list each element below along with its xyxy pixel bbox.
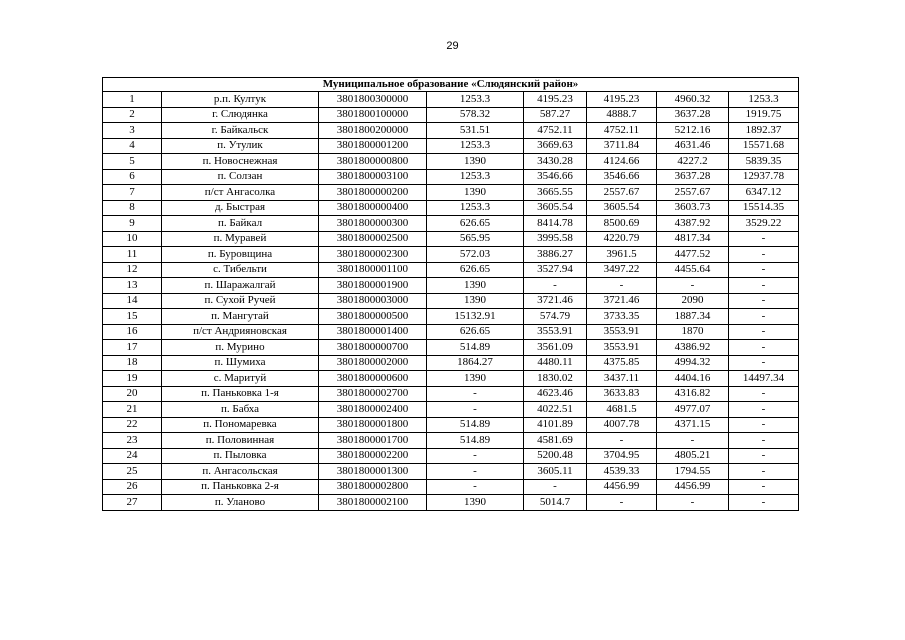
table-title-row — [103, 78, 799, 92]
cell-settlement-name: с. Маритуй — [162, 371, 319, 387]
cell-value-1: 1253.3 — [427, 138, 524, 154]
table-row — [103, 324, 799, 340]
cell-value-1: 514.89 — [427, 340, 524, 356]
cell-value-3: 4456.99 — [587, 479, 657, 495]
cell-value-1: - — [427, 402, 524, 418]
cell-value-1: 1390 — [427, 154, 524, 170]
cell-settlement-name: п. Байкал — [162, 216, 319, 232]
cell-oktmo-code: 3801800002100 — [319, 495, 427, 511]
cell-oktmo-code: 3801800002400 — [319, 402, 427, 418]
cell-value-2: - — [524, 479, 587, 495]
cell-value-4: 4316.82 — [657, 386, 729, 402]
cell-row-index: 6 — [103, 169, 162, 185]
cell-value-1: 514.89 — [427, 433, 524, 449]
cell-value-1: 531.51 — [427, 123, 524, 139]
cell-value-5: 5839.35 — [729, 154, 799, 170]
cell-value-4: 2090 — [657, 293, 729, 309]
cell-row-index: 7 — [103, 185, 162, 201]
cell-row-index: 1 — [103, 92, 162, 108]
cell-value-3: 4375.85 — [587, 355, 657, 371]
cell-value-2: 3553.91 — [524, 324, 587, 340]
cell-row-index: 3 — [103, 123, 162, 139]
cell-value-5: - — [729, 417, 799, 433]
cell-value-2: 5200.48 — [524, 448, 587, 464]
cell-value-1: 626.65 — [427, 324, 524, 340]
table-row — [103, 154, 799, 170]
cell-settlement-name: п. Половинная — [162, 433, 319, 449]
cell-value-4: 4477.52 — [657, 247, 729, 263]
cell-row-index: 19 — [103, 371, 162, 387]
cell-oktmo-code: 3801800002700 — [319, 386, 427, 402]
cell-value-2: - — [524, 278, 587, 294]
cell-value-4: 5212.16 — [657, 123, 729, 139]
cell-value-3: 3704.95 — [587, 448, 657, 464]
cell-value-3: 3553.91 — [587, 324, 657, 340]
cell-oktmo-code: 3801800000600 — [319, 371, 427, 387]
cell-value-5: 3529.22 — [729, 216, 799, 232]
cell-settlement-name: п. Утулик — [162, 138, 319, 154]
cell-value-2: 4623.46 — [524, 386, 587, 402]
cell-oktmo-code: 3801800200000 — [319, 123, 427, 139]
cell-value-2: 3721.46 — [524, 293, 587, 309]
cell-oktmo-code: 3801800000200 — [319, 185, 427, 201]
cell-value-4: 3603.73 — [657, 200, 729, 216]
cell-settlement-name: п. Солзан — [162, 169, 319, 185]
cell-value-5: - — [729, 386, 799, 402]
cell-value-1: - — [427, 448, 524, 464]
page-number: 29 — [446, 40, 459, 52]
cell-value-5: 1892.37 — [729, 123, 799, 139]
cell-oktmo-code: 3801800003000 — [319, 293, 427, 309]
cell-settlement-name: д. Быстрая — [162, 200, 319, 216]
cell-value-1: 1390 — [427, 185, 524, 201]
cell-settlement-name: п. Новоснежная — [162, 154, 319, 170]
cell-value-1: 514.89 — [427, 417, 524, 433]
cell-value-5: - — [729, 464, 799, 480]
cell-row-index: 15 — [103, 309, 162, 325]
cell-value-3: 4539.33 — [587, 464, 657, 480]
table-title: Муниципальное образование «Слюдянский район» — [103, 78, 799, 92]
cell-row-index: 14 — [103, 293, 162, 309]
cell-value-1: - — [427, 479, 524, 495]
cell-row-index: 5 — [103, 154, 162, 170]
cell-value-1: 1253.3 — [427, 92, 524, 108]
cell-oktmo-code: 3801800002800 — [319, 479, 427, 495]
cell-value-2: 3546.66 — [524, 169, 587, 185]
cell-settlement-name: п. Паньковка 2-я — [162, 479, 319, 495]
cell-value-4: 4386.92 — [657, 340, 729, 356]
cell-value-2: 4752.11 — [524, 123, 587, 139]
cell-settlement-name: г. Байкальск — [162, 123, 319, 139]
cell-oktmo-code: 3801800002300 — [319, 247, 427, 263]
cell-value-2: 8414.78 — [524, 216, 587, 232]
cell-value-3: 4007.78 — [587, 417, 657, 433]
cell-value-4: 4960.32 — [657, 92, 729, 108]
cell-value-5: 15514.35 — [729, 200, 799, 216]
table-row — [103, 185, 799, 201]
cell-oktmo-code: 3801800002000 — [319, 355, 427, 371]
cell-value-3: 2557.67 — [587, 185, 657, 201]
table-row — [103, 386, 799, 402]
cell-value-1: 626.65 — [427, 216, 524, 232]
cell-settlement-name: п. Бабха — [162, 402, 319, 418]
cell-value-4: 4631.46 — [657, 138, 729, 154]
cell-settlement-name: п. Шумиха — [162, 355, 319, 371]
cell-value-3: 3721.46 — [587, 293, 657, 309]
cell-value-3: 8500.69 — [587, 216, 657, 232]
cell-value-2: 3995.58 — [524, 231, 587, 247]
table-row — [103, 495, 799, 511]
cell-row-index: 25 — [103, 464, 162, 480]
cell-oktmo-code: 3801800000700 — [319, 340, 427, 356]
table-row — [103, 433, 799, 449]
cell-value-1: 1253.3 — [427, 169, 524, 185]
cell-value-1: 1390 — [427, 293, 524, 309]
cell-settlement-name: п. Пыловка — [162, 448, 319, 464]
cell-value-3: 3711.84 — [587, 138, 657, 154]
cell-value-5: 12937.78 — [729, 169, 799, 185]
cell-settlement-name: п. Мангутай — [162, 309, 319, 325]
cell-value-4: 4977.07 — [657, 402, 729, 418]
cell-value-1: - — [427, 464, 524, 480]
table-row — [103, 417, 799, 433]
cell-oktmo-code: 3801800001100 — [319, 262, 427, 278]
cell-row-index: 23 — [103, 433, 162, 449]
cell-value-2: 4480.11 — [524, 355, 587, 371]
cell-value-4: 1794.55 — [657, 464, 729, 480]
table-row — [103, 309, 799, 325]
cell-value-5: - — [729, 448, 799, 464]
cell-value-3: 4124.66 — [587, 154, 657, 170]
cell-value-3: 3497.22 — [587, 262, 657, 278]
cell-value-2: 4195.23 — [524, 92, 587, 108]
table-row — [103, 262, 799, 278]
cell-row-index: 16 — [103, 324, 162, 340]
cell-value-1: 1864.27 — [427, 355, 524, 371]
cell-row-index: 11 — [103, 247, 162, 263]
cell-settlement-name: с. Тибельти — [162, 262, 319, 278]
cell-settlement-name: п. Паньковка 1-я — [162, 386, 319, 402]
cell-oktmo-code: 3801800001400 — [319, 324, 427, 340]
table-row — [103, 231, 799, 247]
cell-row-index: 8 — [103, 200, 162, 216]
cell-row-index: 22 — [103, 417, 162, 433]
cell-oktmo-code: 3801800300000 — [319, 92, 427, 108]
cell-value-4: 4805.21 — [657, 448, 729, 464]
table-row — [103, 464, 799, 480]
cell-value-3: - — [587, 495, 657, 511]
cell-value-1: 1390 — [427, 495, 524, 511]
table-row — [103, 107, 799, 123]
cell-value-5: - — [729, 231, 799, 247]
cell-value-2: 4101.89 — [524, 417, 587, 433]
cell-oktmo-code: 3801800100000 — [319, 107, 427, 123]
table-row — [103, 138, 799, 154]
cell-value-5: - — [729, 324, 799, 340]
cell-settlement-name: п. Пономаревка — [162, 417, 319, 433]
table-row — [103, 169, 799, 185]
cell-value-2: 587.27 — [524, 107, 587, 123]
cell-row-index: 18 — [103, 355, 162, 371]
cell-row-index: 4 — [103, 138, 162, 154]
cell-value-5: 15571.68 — [729, 138, 799, 154]
cell-value-4: - — [657, 433, 729, 449]
cell-value-4: - — [657, 495, 729, 511]
cell-value-4: 2557.67 — [657, 185, 729, 201]
cell-value-4: 1870 — [657, 324, 729, 340]
cell-value-1: 626.65 — [427, 262, 524, 278]
municipality-table — [102, 77, 799, 511]
cell-value-3: 4195.23 — [587, 92, 657, 108]
cell-settlement-name: п. Мурино — [162, 340, 319, 356]
cell-row-index: 26 — [103, 479, 162, 495]
cell-value-5: - — [729, 278, 799, 294]
cell-settlement-name: п. Ангасольская — [162, 464, 319, 480]
cell-oktmo-code: 3801800001900 — [319, 278, 427, 294]
cell-value-2: 3561.09 — [524, 340, 587, 356]
cell-value-5: 1253.3 — [729, 92, 799, 108]
table-row — [103, 340, 799, 356]
cell-value-2: 4022.51 — [524, 402, 587, 418]
cell-row-index: 20 — [103, 386, 162, 402]
table-row — [103, 92, 799, 108]
cell-value-3: 4220.79 — [587, 231, 657, 247]
cell-row-index: 17 — [103, 340, 162, 356]
cell-oktmo-code: 3801800002200 — [319, 448, 427, 464]
cell-value-2: 3605.11 — [524, 464, 587, 480]
cell-value-4: 4456.99 — [657, 479, 729, 495]
cell-value-4: 3637.28 — [657, 107, 729, 123]
cell-value-1: 15132.91 — [427, 309, 524, 325]
cell-oktmo-code: 3801800000800 — [319, 154, 427, 170]
cell-value-2: 3527.94 — [524, 262, 587, 278]
cell-value-4: 4994.32 — [657, 355, 729, 371]
cell-value-1: 1390 — [427, 371, 524, 387]
cell-value-5: 14497.34 — [729, 371, 799, 387]
cell-settlement-name: п. Шаражалгай — [162, 278, 319, 294]
cell-settlement-name: п/ст Ангасолка — [162, 185, 319, 201]
cell-value-3: 3633.83 — [587, 386, 657, 402]
cell-value-2: 4581.69 — [524, 433, 587, 449]
cell-value-2: 5014.7 — [524, 495, 587, 511]
cell-settlement-name: р.п. Култук — [162, 92, 319, 108]
table-row — [103, 123, 799, 139]
cell-oktmo-code: 3801800003100 — [319, 169, 427, 185]
cell-value-4: 1887.34 — [657, 309, 729, 325]
cell-value-3: 3961.5 — [587, 247, 657, 263]
cell-value-2: 3886.27 — [524, 247, 587, 263]
table-body — [103, 78, 799, 511]
cell-value-4: 3637.28 — [657, 169, 729, 185]
cell-value-5: - — [729, 479, 799, 495]
cell-settlement-name: п. Уланово — [162, 495, 319, 511]
cell-settlement-name: п. Муравей — [162, 231, 319, 247]
cell-value-2: 3430.28 — [524, 154, 587, 170]
cell-settlement-name: п. Сухой Ручей — [162, 293, 319, 309]
cell-value-3: 3605.54 — [587, 200, 657, 216]
cell-row-index: 10 — [103, 231, 162, 247]
cell-value-5: - — [729, 495, 799, 511]
cell-value-1: 572.03 — [427, 247, 524, 263]
cell-value-5: - — [729, 247, 799, 263]
table-row — [103, 278, 799, 294]
cell-value-3: 3553.91 — [587, 340, 657, 356]
cell-value-3: 3437.11 — [587, 371, 657, 387]
cell-value-5: - — [729, 340, 799, 356]
cell-value-1: 565.95 — [427, 231, 524, 247]
cell-value-3: 3733.35 — [587, 309, 657, 325]
cell-value-5: - — [729, 293, 799, 309]
cell-value-4: 4404.16 — [657, 371, 729, 387]
table-row — [103, 448, 799, 464]
table-row — [103, 402, 799, 418]
cell-oktmo-code: 3801800001800 — [319, 417, 427, 433]
cell-oktmo-code: 3801800001700 — [319, 433, 427, 449]
cell-value-4: 4371.15 — [657, 417, 729, 433]
cell-value-5: - — [729, 433, 799, 449]
cell-value-5: - — [729, 355, 799, 371]
cell-value-1: 1253.3 — [427, 200, 524, 216]
cell-value-3: 4752.11 — [587, 123, 657, 139]
cell-value-5: - — [729, 309, 799, 325]
table-row — [103, 247, 799, 263]
cell-value-2: 3669.63 — [524, 138, 587, 154]
table-row — [103, 355, 799, 371]
cell-value-5: - — [729, 262, 799, 278]
cell-value-2: 574.79 — [524, 309, 587, 325]
cell-value-2: 1830.02 — [524, 371, 587, 387]
table-row — [103, 216, 799, 232]
cell-value-4: - — [657, 278, 729, 294]
table-row — [103, 479, 799, 495]
cell-row-index: 27 — [103, 495, 162, 511]
cell-value-4: 4227.2 — [657, 154, 729, 170]
cell-row-index: 12 — [103, 262, 162, 278]
table-row — [103, 293, 799, 309]
cell-oktmo-code: 3801800001200 — [319, 138, 427, 154]
cell-value-4: 4455.64 — [657, 262, 729, 278]
cell-row-index: 2 — [103, 107, 162, 123]
cell-row-index: 21 — [103, 402, 162, 418]
cell-oktmo-code: 3801800001300 — [319, 464, 427, 480]
cell-value-5: 6347.12 — [729, 185, 799, 201]
cell-oktmo-code: 3801800000500 — [319, 309, 427, 325]
cell-value-3: - — [587, 278, 657, 294]
cell-value-4: 4387.92 — [657, 216, 729, 232]
cell-value-3: 4888.7 — [587, 107, 657, 123]
cell-value-1: - — [427, 386, 524, 402]
cell-settlement-name: п/ст Андрияновская — [162, 324, 319, 340]
cell-settlement-name: г. Слюдянка — [162, 107, 319, 123]
cell-value-1: 1390 — [427, 278, 524, 294]
cell-row-index: 24 — [103, 448, 162, 464]
cell-value-4: 4817.34 — [657, 231, 729, 247]
cell-value-2: 3605.54 — [524, 200, 587, 216]
cell-value-5: 1919.75 — [729, 107, 799, 123]
table-row — [103, 200, 799, 216]
cell-value-3: 4681.5 — [587, 402, 657, 418]
cell-row-index: 9 — [103, 216, 162, 232]
cell-value-2: 3665.55 — [524, 185, 587, 201]
cell-value-1: 578.32 — [427, 107, 524, 123]
cell-oktmo-code: 3801800000400 — [319, 200, 427, 216]
table-row — [103, 371, 799, 387]
cell-oktmo-code: 3801800002500 — [319, 231, 427, 247]
cell-settlement-name: п. Буровщина — [162, 247, 319, 263]
cell-value-3: 3546.66 — [587, 169, 657, 185]
cell-value-3: - — [587, 433, 657, 449]
cell-value-5: - — [729, 402, 799, 418]
cell-row-index: 13 — [103, 278, 162, 294]
cell-oktmo-code: 3801800000300 — [319, 216, 427, 232]
